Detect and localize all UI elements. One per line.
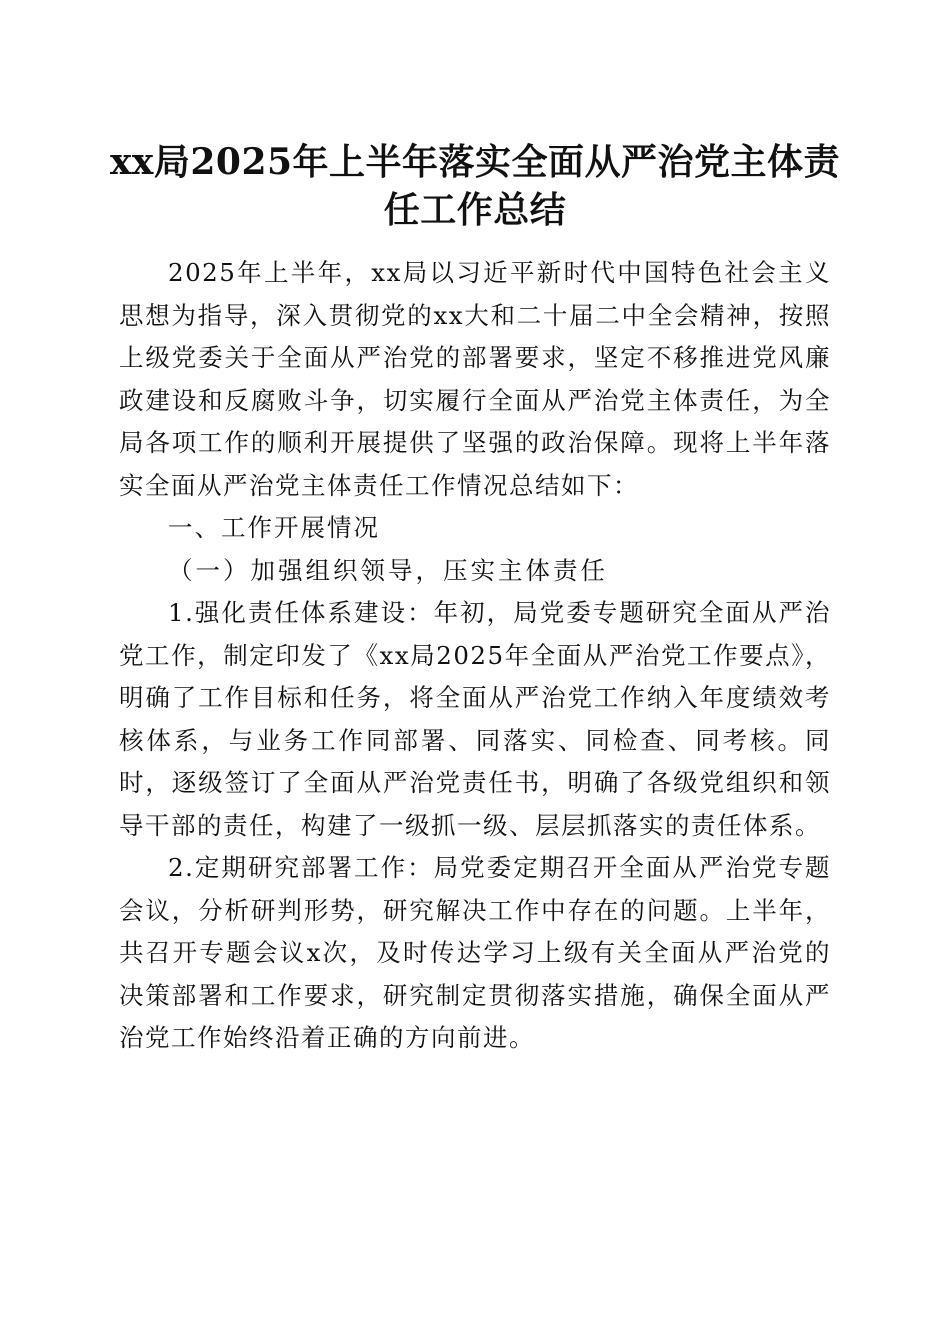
subsection-heading: （一）加强组织领导，压实主体责任 [168, 555, 608, 585]
document-body [119, 252, 831, 1060]
item-paragraph-2: 2.定期研究部署工作：局党委定期召开全面从严治党专题会议，分析研判形势，研究解决工作中存在的问题。上半年，共召开专题会议x次，及时传达学习上级有关全面从严治党的决策部署和工作要求，研究制定贯彻落实措施，确保全面从严治党工作始终沿着正确的方向前进。 [119, 853, 831, 1052]
section-heading: 一、工作开展情况 [168, 513, 380, 542]
document-title: xx局2025年上半年落实全面从严治党主体责任工作总结 [109, 141, 841, 231]
intro-paragraph: 2025年上半年，xx局以习近平新时代中国特色社会主义思想为指导，深入贯彻党的xx大和二十届二中全会精神，按照上级党委关于全面从严治党的部署要求，坚定不移推进党风廉政建设和反腐败斗争，切实履行全面从严治党主体责任，为全局各项工作的顺利开展提供了坚强的政治保障。现将上半年落实全面从严治党主体责任工作情况总结如下： [119, 258, 831, 500]
item-paragraph-1: 1.强化责任体系建设：年初，局党委专题研究全面从严治党工作，制定印发了《xx局2025年全面从严治党工作要点》，明确了工作目标和任务，将全面从严治党工作纳入年度绩效考核体系，与业务工作同部署、同落实、同检查、同考核。同时，逐级签订了全面从严治党责任书，明确了各级党组织和领导干部的责任，构建了一级抓一级、层层抓落实的责任体系。 [119, 598, 831, 840]
